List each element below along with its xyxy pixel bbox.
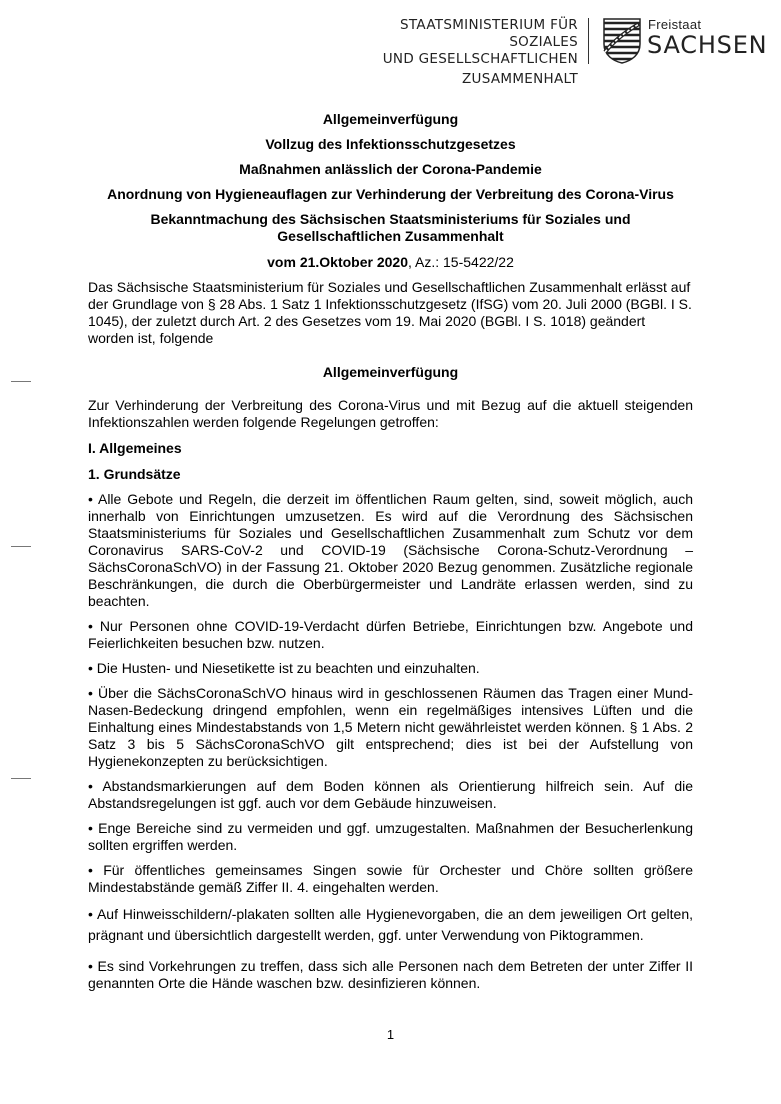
date-line: [88, 254, 693, 271]
title-allgemeinverfuegung: Allgemeinverfügung: [322, 111, 459, 127]
heading-allgemeinverfuegung: Allgemeinverfügung: [322, 364, 459, 380]
ministry-name: [330, 17, 578, 88]
margin-mark: [11, 778, 31, 779]
ministry-line-3: ZUSAMMENHALT: [461, 71, 578, 87]
header-divider: [588, 18, 589, 64]
list-item: • Alle Gebote und Regeln, die derzeit im öffentlichen Raum gelten, sind, soweit möglich, auch innerhalb von Einrichtungen umzusetzen. Es wird auf die Verordnung des Sächsischen Staatsministeriums für Soziales und Gesellschaftlichen Zusammenhalt zum Schutz vor dem Coronavirus SARS-CoV-2 und COVID-19 (Sächsische Corona-Schutz-Verordnung – SächsCoronaSchVO) in der Fassung 21. Oktober 2020 Bezug genommen. Zusätzliche regionale Beschränkungen, die durch die Oberbürgermeister und Landräte erlassen werden, sind zu beachten.: [88, 491, 693, 609]
title-vollzug: Vollzug des Infektionsschutzgesetzes: [265, 136, 516, 152]
ministry-line-1: STAATSMINISTERIUM FÜR SOZIALES: [400, 17, 578, 50]
title-bekanntmachung: Bekanntmachung des Sächsischen Staatsministeriums für Soziales und Gesellschaftlichen Zusammenhalt: [150, 211, 631, 244]
date-bold: vom 21.Oktober 2020: [267, 254, 408, 270]
ministry-line-2: UND GESELLSCHAFTLICHEN: [382, 51, 578, 67]
margin-mark: [11, 381, 31, 382]
section-heading: I. Allgemeines: [88, 440, 182, 456]
sachsen-label: SACHSEN: [647, 31, 768, 59]
page-number: 1: [386, 1027, 395, 1042]
list-item: • Es sind Vorkehrungen zu treffen, dass sich alle Personen nach dem Betreten der unter Ziffer II genannten Orte die Hände waschen bzw. desinfizieren können.: [88, 958, 693, 991]
freistaat-label: Freistaat: [648, 17, 702, 32]
saxony-coat-of-arms-icon: [603, 18, 641, 64]
list-item: • Nur Personen ohne COVID-19-Verdacht dürfen Betriebe, Einrichtungen bzw. Angebote und Feierlichkeiten besuchen bzw. nutzen.: [88, 618, 693, 651]
list-item: • Enge Bereiche sind zu vermeiden und ggf. umzugestalten. Maßnahmen der Besucherlenkung sollten ergriffen werden.: [88, 820, 693, 853]
title-anordnung: Anordnung von Hygieneauflagen zur Verhinderung der Verbreitung des Corona-Virus: [107, 186, 674, 202]
az-reference: , Az.: 15-5422/22: [408, 254, 514, 270]
intro-paragraph: Das Sächsische Staatsministerium für Soziales und Gesellschaftlichen Zusammenhalt erlässt auf der Grundlage von § 28 Abs. 1 Satz 1 Infektionsschutzgesetz (IfSG) vom 20. Juli 2000 (BGBl. I S. 1045), der zuletzt durch Art. 2 des Gesetzes vom 19. Mai 2020 (BGBl. I S. 1018) geändert worden ist, folgende: [88, 279, 692, 346]
list-item: • Die Husten- und Niesetikette ist zu beachten und einzuhalten.: [88, 660, 480, 676]
list-item: • Für öffentliches gemeinsames Singen sowie für Orchester und Chöre sollten größere Mindestabstände gemäß Ziffer II. 4. eingehalten werden.: [88, 862, 693, 895]
list-item: • Auf Hinweisschildern/-plakaten sollten alle Hygienevorgaben, die an dem jeweiligen Ort gelten, prägnant und übersichtlich dargestellt werden, ggf. unter Verwendung von Piktogrammen.: [88, 906, 693, 943]
title-massnahmen: Maßnahmen anlässlich der Corona-Pandemie: [239, 161, 542, 177]
list-item: • Über die SächsCoronaSchVO hinaus wird in geschlossenen Räumen das Tragen einer Mund-Nasen-Bedeckung dringend empfohlen, wenn ein regelmäßiges intensives Lüften und die Einhaltung eines Mindestabstands von 1,5 Metern nicht gewährleistet werden können. § 1 Abs. 2 Satz 3 bis 5 SächsCoronaSchVO gilt entsprechend; dies ist bei der Aufstellung von Hygienekonzepten zu berücksichtigen.: [88, 685, 693, 769]
preamble-paragraph: Zur Verhinderung der Verbreitung des Corona-Virus und mit Bezug auf die aktuell steigenden Infektionszahlen werden folgende Regelungen getroffen:: [88, 397, 693, 430]
document-body: [88, 111, 693, 1000]
subsection-heading: 1. Grundsätze: [88, 466, 181, 482]
margin-mark: [11, 546, 31, 547]
list-item: • Abstandsmarkierungen auf dem Boden können als Orientierung hilfreich sein. Auf die Abstandsregelungen ist ggf. auch vor dem Gebäude hinzuweisen.: [88, 778, 693, 811]
